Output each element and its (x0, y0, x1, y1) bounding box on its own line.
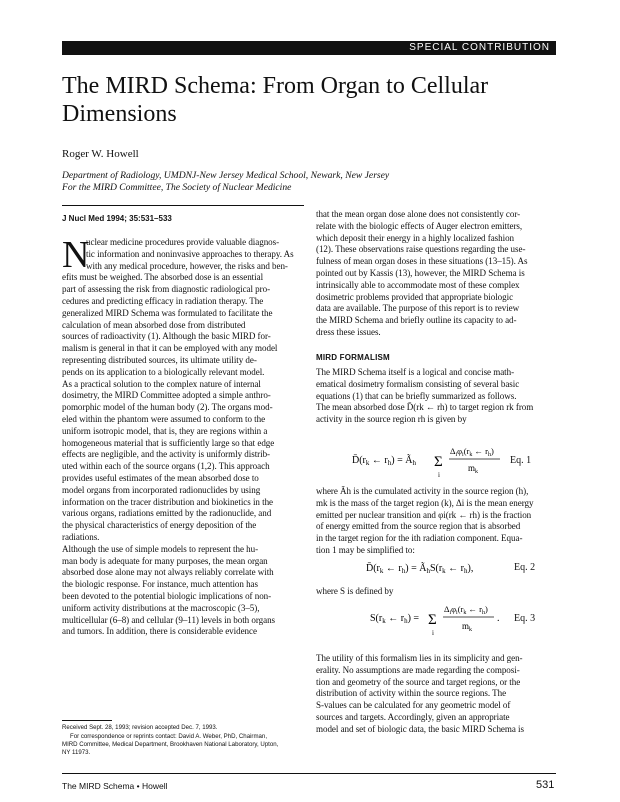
text-line: erality. No assumptions are made regarding the composi- (316, 664, 520, 675)
text-line: dress these issues. (316, 326, 381, 337)
journal-citation: J Nucl Med 1994; 35:531–533 (62, 214, 172, 223)
equation-3-label: Eq. 3 (514, 613, 536, 624)
text-line: dosimetric problems provided that appropriate biologic (316, 291, 514, 302)
right-column-intro (316, 209, 557, 339)
text-line: emitted per nuclear transition and φi(rk ← rh) is the fraction (316, 509, 532, 520)
drop-cap: N (62, 234, 90, 276)
section-heading: MIRD FORMALISM (316, 353, 390, 362)
text-line: S-values can be calculated for any geometric model of (316, 700, 511, 711)
text-line: man body is adequate for many purposes, the mean organ (62, 555, 268, 566)
text-line: model and set of biologic data, the basic MIRD Schema is (316, 723, 524, 734)
text-line: the biologic response. For instance, much attention has (62, 579, 258, 590)
text-line: which deposit their energy in a highly localized fashion (316, 232, 515, 243)
eq3-denominator: $m_k$ (462, 621, 473, 633)
text-line: intrinsically able to accommodate most of these complex (316, 279, 520, 290)
text-line: tion 1 may be simplified to: (316, 544, 415, 555)
text-line: that the mean organ dose alone does not consistently cor- (316, 209, 521, 219)
text-line: activity in the source region rh is given by (316, 414, 467, 425)
utility-paragraph (316, 653, 557, 736)
text-line: (12). These observations raise questions regarding the use- (316, 244, 526, 255)
footnote-correspondence-2: MIRD Committee, Medical Department, Brookhaven National Laboratory, Upton, (62, 741, 279, 748)
text-line: sources of radioactivity (1). Although the basic MIRD for- (62, 331, 271, 342)
text-line: provides useful estimates of the mean absorbed dose to (62, 472, 259, 483)
eq3-numerator: $\Delta_i\varphi_i(r_k$ ← $r_h$) (444, 604, 488, 616)
text-line: uniform isotropic model, that is, they are regions within a (62, 425, 268, 436)
text-line: in the target region for the ith radiation component. Equa- (316, 533, 523, 544)
eq1-numerator: $\Delta_i\varphi_i(r_k$ ← $r_h$) (450, 446, 494, 458)
equation-1-label: Eq. 1 (510, 455, 532, 466)
text-line: homogeneous material that is sufficiently large so that edge (62, 437, 275, 448)
text-line: radiations. (62, 531, 100, 542)
text-line: part of assessing the risk from diagnostic radiological pro- (62, 284, 271, 295)
footnote-rule (62, 720, 112, 721)
text-line: effects are negligible, and the activity is uniformly distrib- (62, 449, 271, 460)
text-line: where Ãh is the cumulated activity in the source region (h), (316, 486, 529, 496)
running-title: The MIRD Schema • Howell (62, 781, 168, 791)
eq3-lhs: $S(r_k$ ← $r_h$) = (370, 613, 420, 625)
text-line: pends on its application to a biologically relevant model. (62, 366, 265, 377)
left-column-body (62, 234, 304, 638)
text-line: generalized MIRD Schema was formulated to facilitate the (62, 307, 273, 318)
equation-3 (370, 600, 510, 643)
text-line: uted within each of the source organs (1,2). This approach (62, 461, 270, 472)
text-line: distribution of activity within the source regions. The (316, 688, 507, 699)
eq1-lhs: $D̄(r_k$ ← $r_h$) = $Ã_h$ (352, 455, 416, 467)
text-line: pomorphic model of the human body (2). The organs mod- (62, 402, 273, 413)
section-label: SPECIAL CONTRIBUTION (409, 42, 550, 53)
text-line: ematical dosimetry formalism consisting of several basic (316, 378, 520, 389)
page-number: 531 (536, 779, 555, 791)
text-line: cedures and predicting efficacy in radiation therapy. The (62, 295, 264, 306)
text-line: eled within the phantom were assumed to conform to the (62, 413, 266, 424)
text-line: information on the tracer distribution and biokinetics in the (62, 496, 274, 507)
equation-1-graphic (352, 442, 502, 482)
equation-2-graphic (366, 560, 506, 576)
affiliation-committee: For the MIRD Committee, The Society of Nuclear Medicine (62, 182, 292, 193)
footnote-correspondence-1: For correspondence or reprints contact: David A. Weber, PhD, Chairman, (70, 733, 268, 740)
text-line: tion and geometry of the source and target regions, or the (316, 676, 521, 687)
text-line: relate with the biologic effects of Auger electron emitters, (316, 220, 523, 231)
text-line: fulness of mean organ doses in these situations (13–15). As (316, 256, 528, 267)
eq2-text: $D̄(r_k$ ← $r_h$) = $Ã_hS(r_k$ ← $r_h$), (366, 563, 474, 575)
eq1-denominator: $m_k$ (468, 463, 479, 475)
footnote-correspondence-3: NY 11973. (62, 749, 91, 756)
text-line: uniform activity distributions at the macroscopic (3–5), (62, 602, 260, 613)
text-line: absorbed dose alone may not always reliably correlate with (62, 567, 274, 578)
text-line: sources and targets. Accordingly, given an appropriate (316, 711, 510, 722)
equation-1 (352, 442, 502, 485)
eq3-sigma: Σ (428, 612, 437, 628)
footnote-received: Received Sept. 28, 1993; revision accepted Dec. 7, 1993. (62, 724, 218, 731)
eq1-sigma: Σ (434, 454, 443, 470)
author-name: Roger W. Howell (62, 148, 139, 160)
equation-3-graphic (370, 600, 510, 640)
text-line: with any medical procedure, however, the risks and ben- (86, 260, 288, 271)
equation-2-label: Eq. 2 (514, 562, 536, 573)
footer-rule (62, 773, 556, 774)
text-line: representing distributed sources, its ultimate utility de- (62, 354, 257, 365)
text-line: pointed out by Kassis (13), however, the MIRD Schema is (316, 267, 525, 278)
citation-rule (62, 205, 304, 206)
text-line: As a practical solution to the complex nature of internal (62, 378, 261, 389)
eq1-index: i (438, 471, 440, 479)
text-line: efits must be weighed. The absorbed dose is an essential (62, 272, 264, 283)
text-line: The MIRD Schema itself is a logical and concise math- (316, 367, 515, 377)
text-line: various organs, radiations emitted by the radionuclide, and (62, 508, 272, 519)
text-line: of energy emitted from the source region that is absorbed (316, 521, 521, 532)
text-line: the physical characteristics of energy deposition of the (62, 520, 257, 531)
formalism-paragraph (316, 367, 557, 426)
text-line: multicellular (6–8) and cellular (9–11) levels in both organs (62, 614, 276, 625)
section-banner (62, 41, 556, 55)
eq3-period: . (497, 613, 500, 624)
text-line: equations (1) that can be briefly summarized as follows. (316, 390, 517, 401)
equation-2 (366, 560, 506, 579)
article-title: The MIRD Schema: From Organ to Cellular Dimensions (62, 73, 489, 127)
text-line: dosimetry, the MIRD Committee adopted a simple anthro- (62, 390, 271, 401)
text-line: malism is general in that it can be employed with any model (62, 343, 278, 354)
eq3-index: i (432, 629, 434, 637)
text-line: mk is the mass of the target region (k), Δi is the mean energy (316, 497, 534, 508)
text-line: data are available. The purpose of this report is to review (316, 303, 520, 314)
where-s-line (316, 586, 557, 598)
text-line: been devoted to the potential biologic implications of non- (62, 590, 272, 601)
text-line: Although the use of simple models to represent the hu- (62, 543, 259, 554)
text-line: The utility of this formalism lies in its simplicity and gen- (316, 653, 523, 663)
where-s-text: where S is defined by (316, 586, 394, 596)
text-line: tic information and noninvasive approaches to therapy. As (86, 248, 294, 259)
text-line: and tumors. In addition, there is considerable evidence (62, 626, 257, 637)
text-line: uclear medicine procedures provide valuable diagnos- (86, 237, 280, 247)
text-line: model organs from incorporated radionuclides by using (62, 484, 261, 495)
text-line: the MIRD Schema and briefly outline its capacity to ad- (316, 315, 517, 326)
affiliation-department: Department of Radiology, UMDNJ-New Jersey Medical School, Newark, New Jersey (62, 170, 390, 181)
text-line: calculation of mean absorbed dose from distributed (62, 319, 246, 330)
after-equation-1-paragraph (316, 486, 557, 557)
text-line: The mean absorbed dose D̄(rk ← rh) to target region rk from (316, 402, 534, 413)
